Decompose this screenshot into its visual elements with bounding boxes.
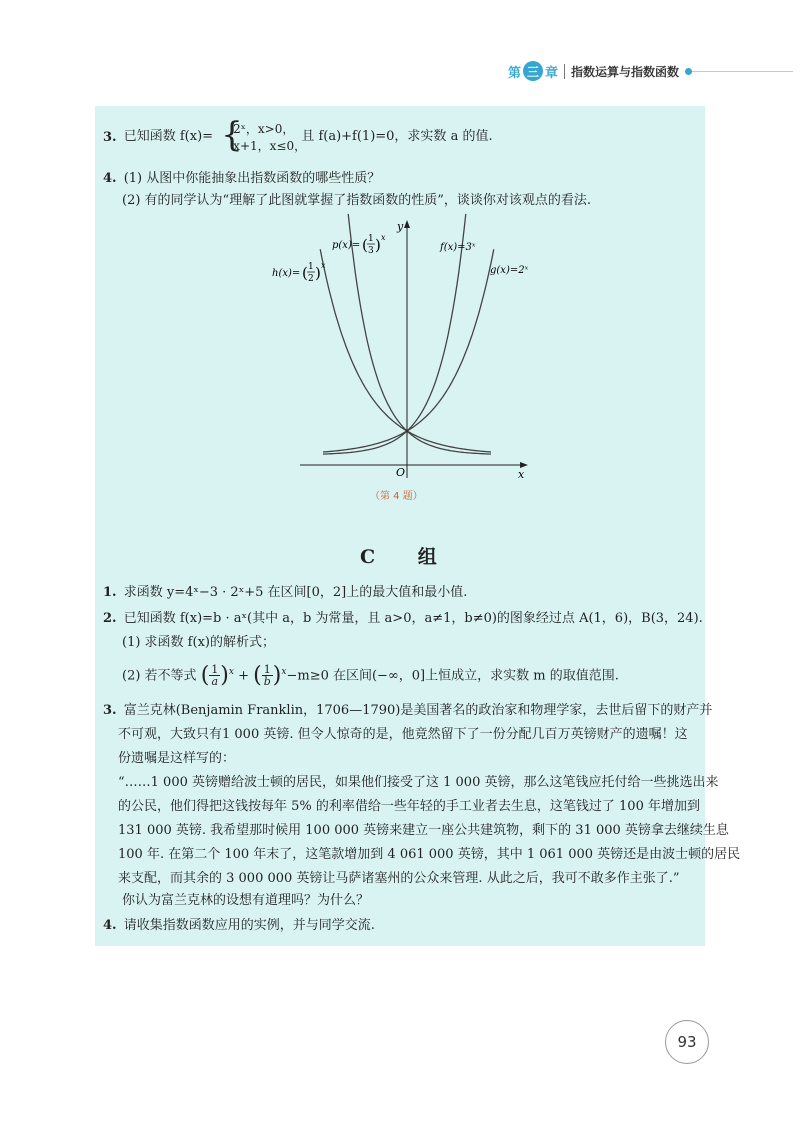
- problem-3: [103, 115, 493, 155]
- header-dot-icon: [685, 68, 692, 75]
- fraction-a-denominator: a: [211, 675, 219, 689]
- chapter-title: 指数运算与指数函数: [571, 64, 680, 79]
- group-c-problem-1-number: 1.: [103, 585, 117, 600]
- fraction-b-denominator: b: [263, 675, 271, 689]
- piece-1: 2ˣ，x>0，: [233, 122, 295, 136]
- group-c-problem-3-line-2: 不可观，大致只有1 000 英镑. 但令人惊奇的是，他竟然留下了一份分配几百万英镑财产的遗嘱！这: [118, 727, 688, 742]
- group-c-problem-2-text: 已知函数 f(x)=b · aˣ(其中 a，b 为常量，且 a>0，a≠1，b≠0)的图象经过点 A(1，6)，B(3，24).: [123, 611, 703, 626]
- group-c-problem-2: [103, 610, 703, 628]
- paren-open-2: (: [253, 662, 262, 688]
- group-c-problem-3-number: 3.: [103, 703, 117, 718]
- group-c-problem-4-number: 4.: [103, 918, 117, 933]
- group-c-problem-3-line-4: “……1 000 英镑赠给波士顿的居民，如果他们接受了这 1 000 英镑，那么这笔钱应托付给一些挑选出来: [118, 775, 719, 790]
- header-rule: [687, 71, 793, 72]
- group-c-problem-3-question: 你认为富兰克林的设想有道理吗？为什么？: [122, 893, 370, 908]
- problem-4-number: 4.: [103, 171, 117, 186]
- part-2-prefix: (2) 若不等式: [122, 668, 197, 684]
- label-h-paren-open: (: [302, 264, 308, 282]
- piecewise-definition: [221, 115, 307, 155]
- fraction-b-numerator: 1: [262, 664, 273, 676]
- group-c-problem-2-part-2: [122, 658, 619, 690]
- exponential-graph: [260, 210, 540, 485]
- label-h-num: 1: [308, 262, 314, 272]
- group-c-problem-1-text: 求函数 y=4ˣ−3 · 2ˣ+5 在区间[0，2]上的最大值和最小值.: [123, 585, 468, 600]
- group-c-problem-2-part-1: (1) 求函数 f(x)的解析式；: [122, 635, 275, 650]
- y-axis-arrow-icon: [404, 220, 410, 228]
- paren-close: ): [220, 662, 229, 688]
- chapter-suffix: 章: [545, 65, 559, 81]
- label-p-paren-open: (: [362, 236, 368, 254]
- problem-4: [103, 170, 380, 188]
- problem-3-pre: 已知函数 f(x)=: [123, 129, 214, 144]
- label-h-exp: x: [321, 261, 326, 270]
- group-c-problem-4: [103, 917, 375, 935]
- group-c-problem-3: [103, 702, 712, 720]
- fraction-1-over-b: [262, 664, 273, 687]
- label-p-prefix: p(x)=: [332, 240, 361, 251]
- label-h-prefix: h(x)=: [272, 268, 301, 279]
- label-h-paren-close: ): [315, 264, 321, 282]
- group-c-problem-3-line-8: 来支配，而其余的 3 000 000 英镑让马萨诸塞州的公众来管理. 从此之后，我可不敢多作主张了.”: [118, 871, 680, 886]
- chapter-number-badge: 三: [523, 61, 543, 81]
- chapter-prefix: 第: [508, 65, 522, 81]
- group-c-problem-4-text: 请收集指数函数应用的实例，并与同学交流.: [123, 918, 375, 933]
- group-c-problem-3-line-7: 100 年. 在第二个 100 年末了，这笔款增加到 4 061 000 英镑，其中 1 061 000 英镑还是由波士顿的居民: [118, 847, 741, 862]
- exponent-a: x: [228, 667, 234, 677]
- figure-caption: （第 4 题）: [370, 491, 423, 502]
- group-c-problem-3-line-6: 131 000 英镑. 我希望那时候用 100 000 英镑来建立一座公共建筑物，剩下的 31 000 英镑拿去继续生息: [118, 823, 729, 838]
- label-f: f(x)=3ˣ: [440, 242, 476, 253]
- group-c-problem-3-line-5: 的公民，他们得把这钱按每年 5% 的利率借给一些年轻的手工业者去生息，这笔钱过了 100 年增加到: [118, 799, 700, 814]
- label-p-den: 3: [368, 246, 374, 256]
- fraction-1-over-a: [209, 664, 220, 687]
- brace-icon: {: [221, 115, 243, 155]
- curve-h: [320, 249, 491, 452]
- label-p-paren-close: ): [375, 236, 381, 254]
- piece-2: x+1，x≤0，: [233, 139, 307, 153]
- label-g: g(x)=2ˣ: [490, 265, 529, 276]
- group-c-title: C 组: [360, 546, 455, 568]
- problem-4-part-2: (2) 有的同学认为“理解了此图就掌握了指数函数的性质”，谈谈你对该观点的看法.: [122, 193, 591, 208]
- chapter-header: [508, 56, 793, 86]
- fraction-a-numerator: 1: [211, 663, 219, 677]
- problem-3-number: 3.: [103, 129, 117, 145]
- paren-open: (: [200, 662, 210, 688]
- x-axis-label: x: [518, 468, 525, 481]
- exponent-b: x: [281, 667, 287, 677]
- part-2-suffix: −m≥0 在区间(−∞，0]上恒成立，求实数 m 的取值范围.: [286, 668, 619, 684]
- header-divider: [564, 64, 565, 79]
- curve-g: [323, 249, 494, 452]
- paren-close-2: ): [272, 662, 282, 688]
- origin-label: O: [396, 466, 406, 479]
- label-p-num: 1: [368, 234, 374, 244]
- page-number: 93: [665, 1020, 709, 1064]
- problem-4-part-1: (1) 从图中你能抽象出指数函数的哪些性质？: [123, 171, 381, 186]
- y-axis-label: y: [397, 220, 404, 233]
- problem-3-post: 且 f(a)+f(1)=0，求实数 a 的值.: [301, 129, 493, 144]
- group-c-problem-3-line-3: 份遗嘱是这样写的：: [118, 751, 236, 766]
- group-c-problem-1: [103, 584, 467, 602]
- group-c-problem-2-number: 2.: [103, 611, 117, 626]
- plus-sign: +: [238, 668, 250, 684]
- group-c-problem-3-line-1: 富兰克林(Benjamin Franklin，1706—1790)是美国著名的政治家和物理学家，去世后留下的财产并: [123, 703, 713, 718]
- label-p-exp: x: [381, 233, 386, 242]
- label-h-den: 2: [308, 274, 314, 284]
